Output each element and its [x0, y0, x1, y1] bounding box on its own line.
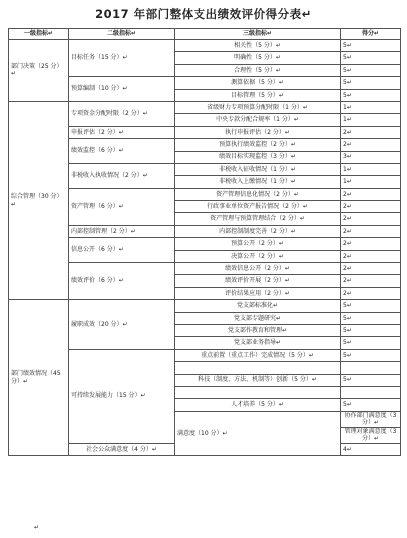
level3-cell: 党支部作教育和管理↵: [175, 324, 341, 336]
level3-cell: 执行申报评估（2 分）↵: [175, 126, 341, 138]
table-row: [9, 300, 401, 312]
score-cell: 2↵: [341, 139, 401, 151]
level3-cell: 中央专款分配合规率（1 分）↵: [175, 114, 341, 126]
level2-cell: 预算编制（10 分）↵: [69, 77, 175, 102]
level3-cell: 目标管理（5 分）↵: [175, 89, 341, 101]
score-cell: 2↵: [341, 188, 401, 200]
level2-cell: 目标任务（15 分）↵: [69, 40, 175, 77]
header-level3: 三级指标↵: [175, 29, 341, 40]
score-cell: 2↵: [341, 263, 401, 275]
score-cell: 1↵: [341, 176, 401, 188]
level3-cell: 协作部门满意度（3 分）↵: [341, 411, 401, 427]
level3-cell: 行政事业单位资产报告情况（2 分）↵: [175, 201, 341, 213]
header-score: 得分↵: [341, 29, 401, 40]
score-cell: 4↵: [341, 443, 401, 455]
level1-cell: 部门绩效情况（45 分）↵: [9, 300, 69, 456]
level3-cell: 党支部业务指导↵: [175, 337, 341, 349]
score-cell: 2↵: [341, 287, 401, 299]
level2-cell: 内部控制管理（2 分）↵: [69, 225, 175, 237]
level2-cell: 满意度（10 分）↵: [175, 411, 341, 455]
score-cell: 1↵: [341, 163, 401, 175]
level3-cell: 绩效目标实现监控（3 分）↵: [175, 151, 341, 163]
score-cell: 5↵: [341, 64, 401, 76]
level2-cell: 履职成效（20 分）↵: [69, 300, 175, 350]
score-cell: 5↵: [341, 40, 401, 52]
level3-cell: 非税收入上缴情况（1 分）↵: [175, 176, 341, 188]
header-level2: 二级指标↵: [69, 29, 175, 40]
level3-cell: 党支部标准化↵: [175, 300, 341, 312]
level2-cell: 专项资金分配时限（2 分）↵: [69, 101, 175, 126]
score-cell: 2↵: [341, 275, 401, 287]
level3-cell: 管理对象满意度（3 分）↵: [341, 427, 401, 443]
level2-cell: 可持续发展能力（15 分）↵: [69, 349, 175, 443]
level2-cell: 绩效监控（6 分）↵: [69, 139, 175, 164]
score-cell: 5↵: [341, 52, 401, 64]
score-cell: 5↵: [341, 374, 401, 386]
level3-cell: 绩效评价开展（2 分）↵: [175, 275, 341, 287]
level3-cell: 资产管理信息化情况（2 分）↵: [175, 188, 341, 200]
level3-cell: 合理性（5 分）↵: [175, 64, 341, 76]
page-title: 2017 年部门整体支出绩效评价得分表↵: [95, 7, 312, 21]
footer-mark: ↵: [34, 524, 40, 531]
level1-cell: 部门决策（25 分）↵: [9, 40, 69, 102]
score-cell: 5↵: [341, 349, 401, 361]
level3-cell: 重点前置（重点工作）完成情况（5 分）↵: [175, 349, 341, 361]
level3-cell: 预算公开（2 分）↵: [175, 238, 341, 250]
score-table: [8, 28, 401, 456]
level3-cell: 社会公众满意度（4 分）↵: [69, 443, 175, 455]
level3-cell: 预算执行绩效监控（2 分）↵: [175, 139, 341, 151]
level3-cell: 科技（制度、方法、机制等）创新（5 分）↵: [175, 374, 341, 386]
level3-cell: [175, 362, 341, 374]
score-cell: 2↵: [341, 201, 401, 213]
score-cell: 5↵: [341, 300, 401, 312]
score-cell: 2↵: [341, 225, 401, 237]
score-cell: [341, 386, 401, 398]
score-cell: 5↵: [341, 89, 401, 101]
level2-cell: 绩效评价（6 分）↵: [69, 263, 175, 300]
level3-cell: 资产管理与预算管理结合（2 分）↵: [175, 213, 341, 225]
score-cell: [341, 362, 401, 374]
table-row: [9, 40, 401, 52]
score-cell: 2↵: [341, 213, 401, 225]
level2-cell: 资产管理（6 分）↵: [69, 188, 175, 225]
score-cell: 2↵: [341, 126, 401, 138]
level2-cell: 非税收入执收情况（2 分）↵: [69, 163, 175, 188]
level3-cell: 相关性（5 分）↵: [175, 40, 341, 52]
score-cell: 5↵: [341, 77, 401, 89]
score-cell: 3↵: [341, 151, 401, 163]
level3-cell: 评价结果应用（2 分）↵: [175, 287, 341, 299]
score-cell: 2↵: [341, 238, 401, 250]
score-cell: 1↵: [341, 114, 401, 126]
header-level1: 一级指标↵: [9, 29, 69, 40]
level3-cell: 内部控制制度完善（2 分）↵: [175, 225, 341, 237]
level3-cell: 非税收入征收情况（1 分）↵: [175, 163, 341, 175]
score-cell: 2↵: [341, 250, 401, 262]
level3-cell: [175, 386, 341, 398]
level3-cell: 党支部专题研究↵: [175, 312, 341, 324]
level3-cell: 明确性（5 分）↵: [175, 52, 341, 64]
level3-cell: 人才培养（5 分）↵: [175, 399, 341, 411]
table-header-row: [9, 29, 401, 40]
score-cell: 5↵: [341, 312, 401, 324]
level3-cell: 绩效信息公开（2 分）↵: [175, 263, 341, 275]
score-cell: 5↵: [341, 337, 401, 349]
score-cell: 5↵: [341, 324, 401, 336]
score-cell: 5↵: [341, 399, 401, 411]
level3-cell: 决算公开（2 分）↵: [175, 250, 341, 262]
table-row: [9, 101, 401, 113]
score-cell: 1↵: [341, 101, 401, 113]
level1-cell: 综合管理（30 分）↵: [9, 101, 69, 299]
level3-cell: 测算依据（5 分）↵: [175, 77, 341, 89]
level2-cell: 信息公开（6 分）↵: [69, 238, 175, 263]
level3-cell: 省级财力专项预算分配时限（1 分）↵: [175, 101, 341, 113]
level2-cell: 申报评估（2 分）↵: [69, 126, 175, 138]
